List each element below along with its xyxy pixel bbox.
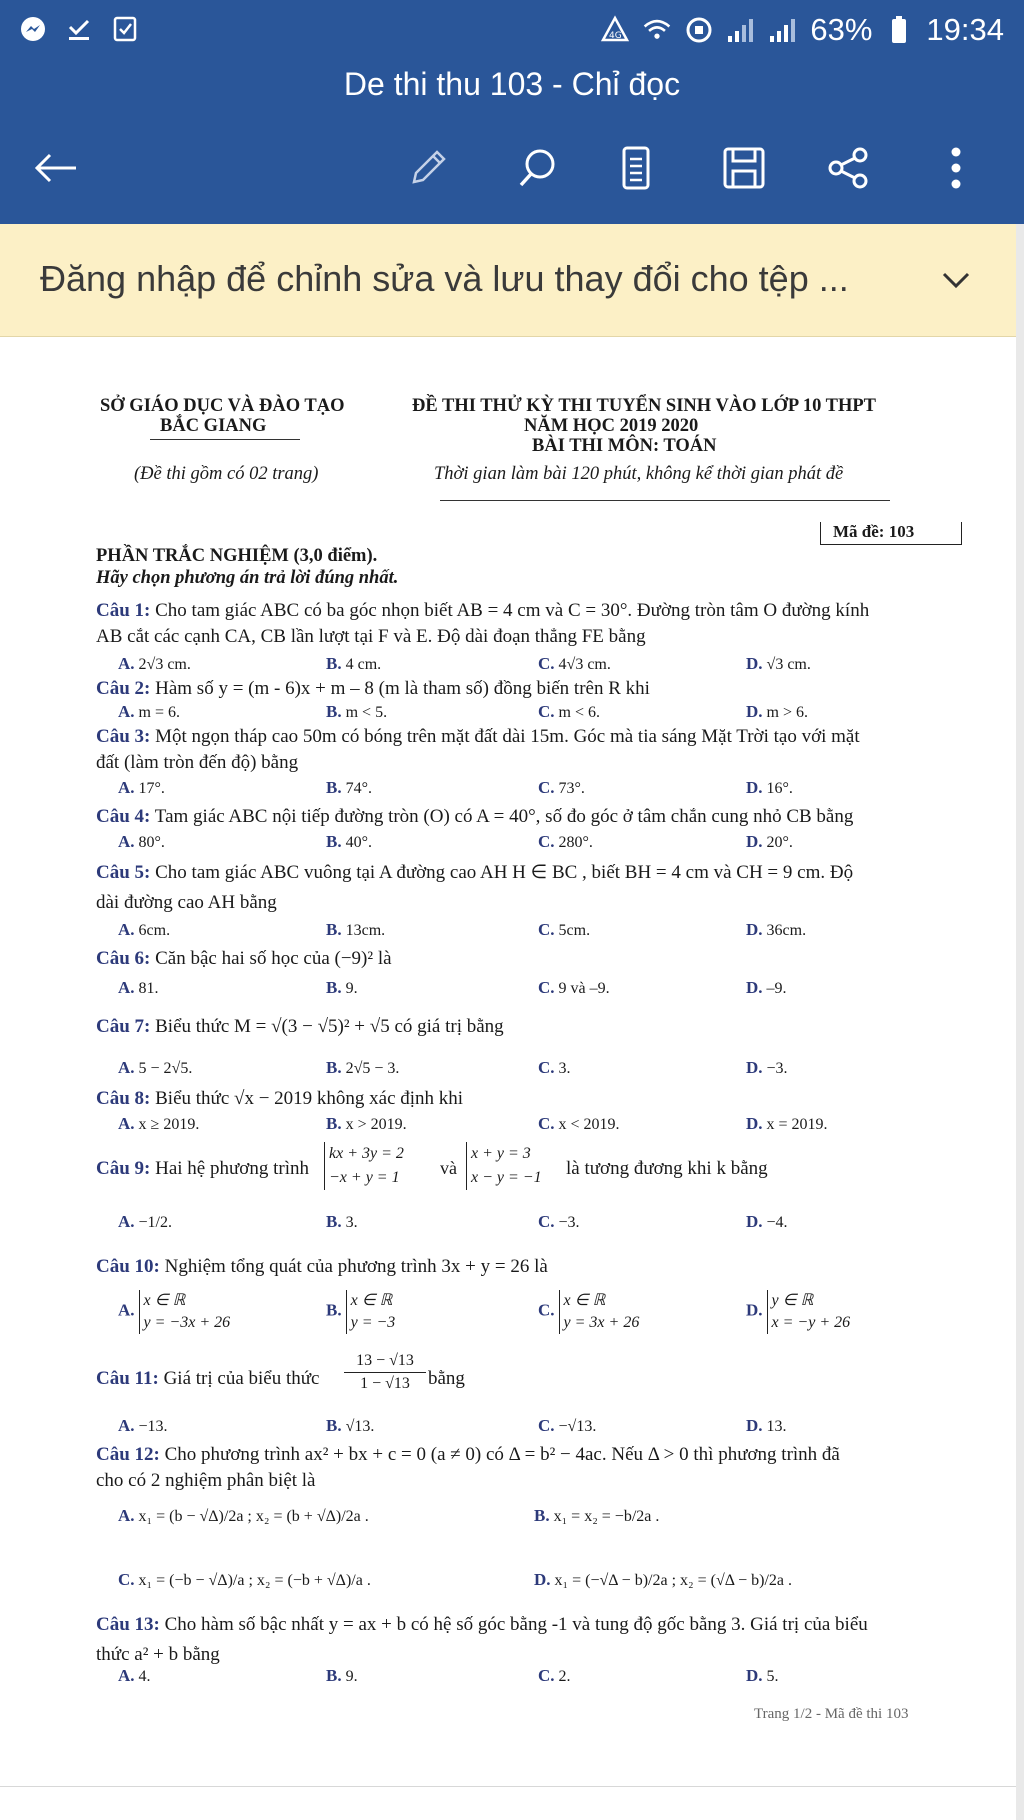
q11-option-c[interactable]: C. −√13. [538, 1416, 597, 1435]
q12-option-c[interactable]: C. x₁ = (−b − √Δ)/a ; x₂ = (−b + √Δ)/a . [118, 1570, 371, 1589]
save-button[interactable] [712, 136, 776, 200]
q2-option-a[interactable]: A. m = 6. [118, 702, 180, 721]
battery-percent: 63% [810, 12, 873, 47]
question-9: Câu 9: Hai hệ phương trình [96, 1158, 309, 1179]
sign-in-banner-text: Đăng nhập để chỉnh sửa và lưu thay đổi cho tệp ... [40, 258, 849, 299]
q7-option-d[interactable]: D. −3. [746, 1058, 788, 1077]
download-done-icon [64, 14, 94, 44]
question-10: Câu 10: Nghiệm tổng quát của phương trình 3x + y = 26 là [96, 1256, 548, 1277]
q10-option-b[interactable]: B. x ∈ ℝ y = −3 [326, 1290, 395, 1334]
q8-option-b[interactable]: B. x > 2019. [326, 1114, 407, 1133]
question-3: Câu 3: Một ngọn tháp cao 50m có bóng trên mặt đất dài 15m. Góc mà tia sáng Mặt Trời tạo với mặt đất (làm tròn đến độ) bằng [96, 726, 860, 773]
chevron-down-icon[interactable] [936, 260, 976, 300]
question-8: Câu 8: Biểu thức √x − 2019 không xác định khi [96, 1088, 464, 1109]
q13-option-d[interactable]: D. 5. [746, 1666, 779, 1685]
share-button[interactable] [816, 136, 880, 200]
q11-option-a[interactable]: A. −13. [118, 1416, 168, 1435]
q11-fraction: 13 − √13 1 − √13 [344, 1350, 426, 1395]
page-footer: Trang 1/2 - Mã đề thi 103 [754, 1706, 909, 1722]
q6-option-c[interactable]: C. 9 và –9. [538, 978, 610, 997]
question-1: Câu 1: Cho tam giác ABC có ba góc nhọn biết AB = 4 cm và C = 30°. Đường tròn tâm O đường kính AB cắt các cạnh CA, CB lần lượt tại F và E. Độ dài đoạn thẳng FE bằng [96, 600, 870, 647]
q5-option-b[interactable]: B. 13cm. [326, 920, 386, 939]
svg-text:4G: 4G [609, 31, 623, 41]
q6-option-b[interactable]: B. 9. [326, 978, 358, 997]
q9-and: và [440, 1158, 457, 1178]
toolbar [0, 136, 1024, 200]
app-bar [0, 0, 1024, 224]
question-12: Câu 12: Cho phương trình ax² + bx + c = 0 (a ≠ 0) có Δ = b² − 4ac. Nếu Δ > 0 thì phương trình đã cho có 2 nghiệm phân biệt là [96, 1444, 840, 1491]
q4-option-c[interactable]: C. 280°. [538, 832, 593, 851]
reading-view-button[interactable] [604, 136, 668, 200]
q9-option-c[interactable]: C. −3. [538, 1212, 580, 1231]
q5-option-c[interactable]: C. 5cm. [538, 920, 591, 939]
question-4: Câu 4: Tam giác ABC nội tiếp đường tròn (O) có A = 40°, số đo góc ở tâm chắn cung nhỏ CB bằng [96, 806, 854, 827]
clock: 19:34 [926, 12, 1004, 47]
battery-icon [884, 15, 914, 45]
header-province: BẮC GIANG [160, 416, 267, 436]
q7-option-b[interactable]: B. 2√5 − 3. [326, 1058, 400, 1077]
header-page-note: (Đề thi gồm có 02 trang) [134, 464, 319, 484]
scroll-edge [1016, 224, 1024, 1820]
signal-2-icon [768, 15, 798, 45]
checklist-icon [110, 14, 140, 44]
share-icon [826, 146, 870, 190]
q3-option-a[interactable]: A. 17°. [118, 778, 165, 797]
question-11: Câu 11: Giá trị của biểu thức [96, 1368, 320, 1389]
q6-option-a[interactable]: A. 81. [118, 978, 159, 997]
q4-option-b[interactable]: B. 40°. [326, 832, 372, 851]
question-6: Câu 6: Căn bậc hai số học của (−9)² là [96, 948, 392, 969]
q10-option-a[interactable]: A. x ∈ ℝ y = −3x + 26 [118, 1290, 230, 1334]
q13-option-b[interactable]: B. 9. [326, 1666, 358, 1685]
header-underline-left [150, 439, 300, 440]
q12-option-a[interactable]: A. x₁ = (b − √Δ)/2a ; x₂ = (b + √Δ)/2a . [118, 1506, 369, 1525]
document-page [0, 346, 1016, 1787]
q3-option-b[interactable]: B. 74°. [326, 778, 372, 797]
q9-system-2: x + y = 3 x − y = −1 [466, 1142, 542, 1190]
q1-option-c[interactable]: C. 4√3 cm. [538, 654, 611, 673]
search-icon [516, 146, 560, 190]
more-vertical-icon [950, 146, 962, 190]
search-button[interactable] [506, 136, 570, 200]
q10-option-d[interactable]: D. y ∈ ℝ x = −y + 26 [746, 1290, 850, 1334]
q3-option-c[interactable]: C. 73°. [538, 778, 585, 797]
save-icon [722, 146, 766, 190]
q4-option-a[interactable]: A. 80°. [118, 832, 165, 851]
signal-1-icon [726, 15, 756, 45]
exam-time-note: Thời gian làm bài 120 phút, không kể thời gian phát đề [434, 464, 844, 484]
q2-option-b[interactable]: B. m < 5. [326, 702, 388, 721]
data-saver-icon [684, 15, 714, 45]
q6-option-d[interactable]: D. –9. [746, 978, 787, 997]
q11-option-b[interactable]: B. √13. [326, 1416, 375, 1435]
exam-year: NĂM HỌC 2019 2020 [524, 416, 699, 436]
arrow-left-icon [32, 150, 80, 186]
4g-icon [600, 15, 630, 45]
status-bar [0, 0, 1024, 68]
q3-option-d[interactable]: D. 16°. [746, 778, 793, 797]
document-view-icon [618, 145, 654, 191]
q9-option-b[interactable]: B. 3. [326, 1212, 358, 1231]
question-5: Câu 5: Cho tam giác ABC vuông tại A đường cao AH H ∈ BC , biết BH = 4 cm và CH = 9 cm. Độ dài đường cao AH bằng [96, 862, 854, 913]
exam-code: Mã đề: 103 [833, 522, 915, 541]
section-instruction: Hãy chọn phương án trả lời đúng nhất. [96, 568, 399, 588]
section-title: PHẦN TRẮC NGHIỆM (3,0 điểm). [96, 546, 378, 566]
q8-option-d[interactable]: D. x = 2019. [746, 1114, 828, 1133]
messenger-icon [18, 14, 48, 44]
exam-subject: BÀI THI MÔN: TOÁN [532, 436, 717, 456]
q9-option-a[interactable]: A. −1/2. [118, 1212, 172, 1231]
q13-option-a[interactable]: A. 4. [118, 1666, 151, 1685]
q1-option-a[interactable]: A. 2√3 cm. [118, 654, 191, 673]
back-button[interactable] [24, 136, 88, 200]
more-options-button[interactable] [924, 136, 988, 200]
q10-option-c[interactable]: C. x ∈ ℝ y = 3x + 26 [538, 1290, 639, 1334]
q7-option-c[interactable]: C. 3. [538, 1058, 571, 1077]
exam-code-box [820, 522, 962, 545]
q11-tail: bằng [428, 1368, 465, 1389]
q2-option-c[interactable]: C. m < 6. [538, 702, 600, 721]
q11-option-d[interactable]: D. 13. [746, 1416, 787, 1435]
header-underline-right [440, 500, 890, 501]
pencil-icon [406, 146, 450, 190]
q4-option-d[interactable]: D. 20°. [746, 832, 793, 851]
q8-option-c[interactable]: C. x < 2019. [538, 1114, 620, 1133]
q9-option-d[interactable]: D. −4. [746, 1212, 788, 1231]
q1-option-d[interactable]: D. √3 cm. [746, 654, 811, 673]
sign-in-banner[interactable] [0, 224, 1016, 337]
q12-option-d[interactable]: D. x₁ = (−√Δ − b)/2a ; x₂ = (√Δ − b)/2a . [534, 1570, 793, 1589]
q5-option-d[interactable]: D. 36cm. [746, 920, 807, 939]
q1-option-b[interactable]: B. 4 cm. [326, 654, 382, 673]
q5-option-a[interactable]: A. 6cm. [118, 920, 171, 939]
q8-option-a[interactable]: A. x ≥ 2019. [118, 1114, 200, 1133]
q2-option-d[interactable]: D. m > 6. [746, 702, 808, 721]
wifi-icon [642, 15, 672, 45]
document-title: De thi thu 103 - Chỉ đọc [343, 66, 681, 102]
header-dept: SỞ GIÁO DỤC VÀ ĐÀO TẠO [100, 396, 345, 416]
q7-option-a[interactable]: A. 5 − 2√5. [118, 1058, 193, 1077]
exam-title: ĐỀ THI THỬ KỲ THI TUYỂN SINH VÀO LỚP 10 THPT [412, 396, 876, 416]
question-7: Câu 7: Biểu thức M = √(3 − √5)² + √5 có giá trị bằng [96, 1016, 504, 1037]
q9-system-1: kx + 3y = 2 −x + y = 1 [324, 1142, 404, 1190]
q12-option-b[interactable]: B. x₁ = x₂ = −b/2a . [534, 1506, 660, 1525]
question-13: Câu 13: Cho hàm số bậc nhất y = ax + b có hệ số góc bằng -1 và tung độ gốc bằng 3. Giá trị của biểu thức a² + b bằng [96, 1614, 868, 1665]
q9-tail: là tương đương khi k bằng [566, 1158, 768, 1179]
question-2: Câu 2: Hàm số y = (m - 6)x + m – 8 (m là tham số) đồng biến trên R khi [96, 678, 650, 699]
q13-option-c[interactable]: C. 2. [538, 1666, 571, 1685]
edit-button[interactable] [396, 136, 460, 200]
